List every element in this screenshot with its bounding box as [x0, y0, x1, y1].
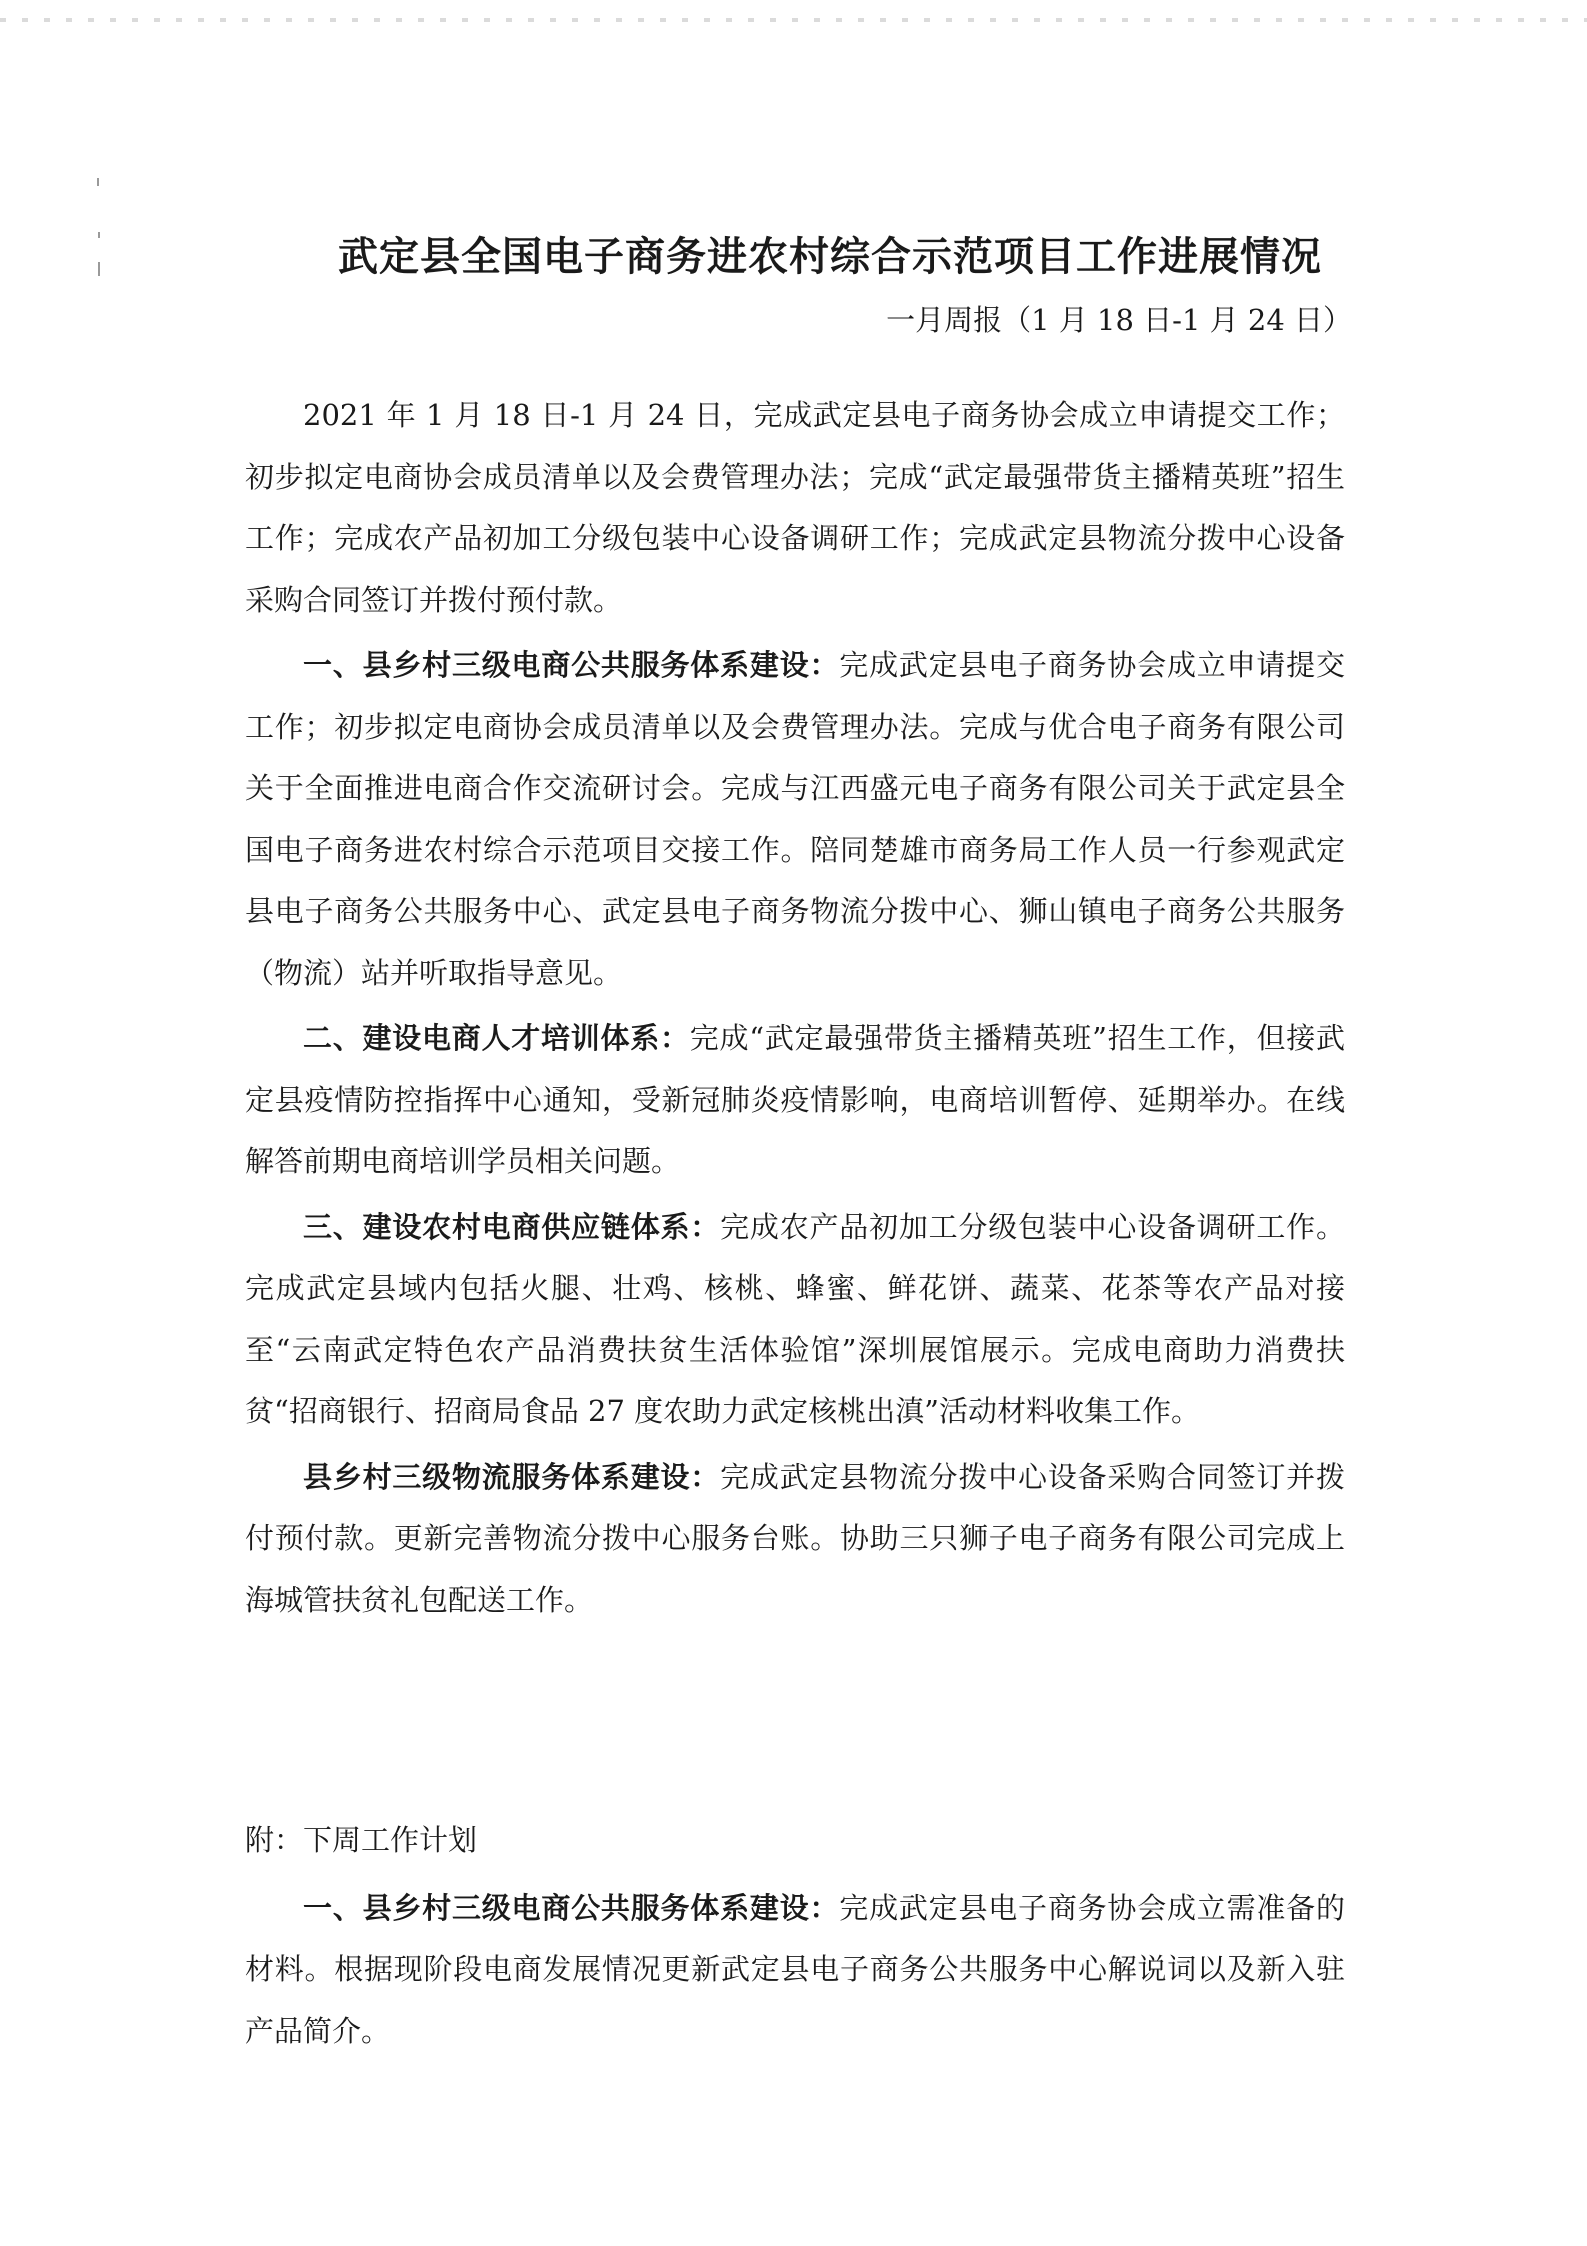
- paragraph-heading: 一、县乡村三级电商公共服务体系建设：: [303, 648, 840, 682]
- paragraph-text: 完成武定县电子商务协会成立申请提交工作；初步拟定电商协会成员清单以及会费管理办法。完成与优合电子商务有限公司关于全面推进电商合作交流研讨会。完成与江西盛元电子商务有限公司关于武定县全国电子商务进农村综合示范项目交接工作。陪同楚雄市商务局工作人员一行参观武定县电子商务公共服务中心、武定县电子商务物流分拨中心、狮山镇电子商务公共服务（物流）站并听取指导意见。: [245, 648, 1345, 990]
- paragraph-text: 完成武定县电子商务协会成立需准备的材料。根据现阶段电商发展情况更新武定县电子商务公共服务中心解说词以及新入驻产品简介。: [245, 1890, 1345, 2048]
- appendix-label: 附：下周工作计划: [245, 1823, 478, 1857]
- paragraph-heading: 县乡村三级物流服务体系建设：: [303, 1459, 721, 1494]
- paragraph-heading: 二、建设电商人才培训体系：: [303, 1021, 690, 1055]
- paragraph-text: 完成农产品初加工分级包装中心设备调研工作。完成武定县域内包括火腿、壮鸡、核桃、蜂蜜、鲜花饼、蔬菜、花茶等农产品对接至“云南武定特色农产品消费扶贫生活体验馆”深圳展馆展示。完成电商助力消费扶贫“招商银行、招商局食品 27 度农助力武定核桃出滇”活动材料收集工作。: [245, 1209, 1345, 1428]
- margin-mark: [98, 232, 100, 238]
- section-logistics: [245, 1447, 1345, 1632]
- paragraph-heading: 三、建设农村电商供应链体系：: [303, 1209, 721, 1244]
- margin-mark: [98, 262, 100, 276]
- summary-paragraph: [245, 385, 1345, 631]
- document-subtitle: 一月周报（1 月 18 日-1 月 24 日）: [886, 303, 1352, 337]
- margin-mark: [97, 178, 99, 186]
- section-talent-training: [245, 1008, 1345, 1193]
- paragraph-text: 完成“武定最强带货主播精英班”招生工作，但接武定县疫情防控指挥中心通知，受新冠肺炎疫情影响，电商培训暂停、延期举办。在线解答前期电商培训学员相关问题。: [245, 1021, 1345, 1178]
- appendix-next-week-plan: [245, 1810, 1345, 2062]
- document-body: [245, 385, 1345, 1635]
- paragraph-heading: 一、县乡村三级电商公共服务体系建设：: [303, 1890, 840, 1925]
- appendix-item: [245, 1878, 1345, 2063]
- document-title: 武定县全国电子商务进农村综合示范项目工作进展情况: [338, 234, 1322, 280]
- scan-edge-artifact: [0, 18, 1587, 22]
- paragraph-text: 2021 年 1 月 18 日-1 月 24 日，完成武定县电子商务协会成立申请提交工作；初步拟定电商协会成员清单以及会费管理办法；完成“武定最强带货主播精英班”招生工作；完成农产品初加工分级包装中心设备调研工作；完成武定县物流分拨中心设备采购合同签订并拨付预付款。: [245, 398, 1345, 617]
- section-public-service: [245, 635, 1345, 1004]
- paragraph-text: 完成武定县物流分拨中心设备采购合同签订并拨付预付款。更新完善物流分拨中心服务台账。协助三只狮子电子商务有限公司完成上海城管扶贫礼包配送工作。: [245, 1459, 1345, 1617]
- section-supply-chain: [245, 1197, 1345, 1443]
